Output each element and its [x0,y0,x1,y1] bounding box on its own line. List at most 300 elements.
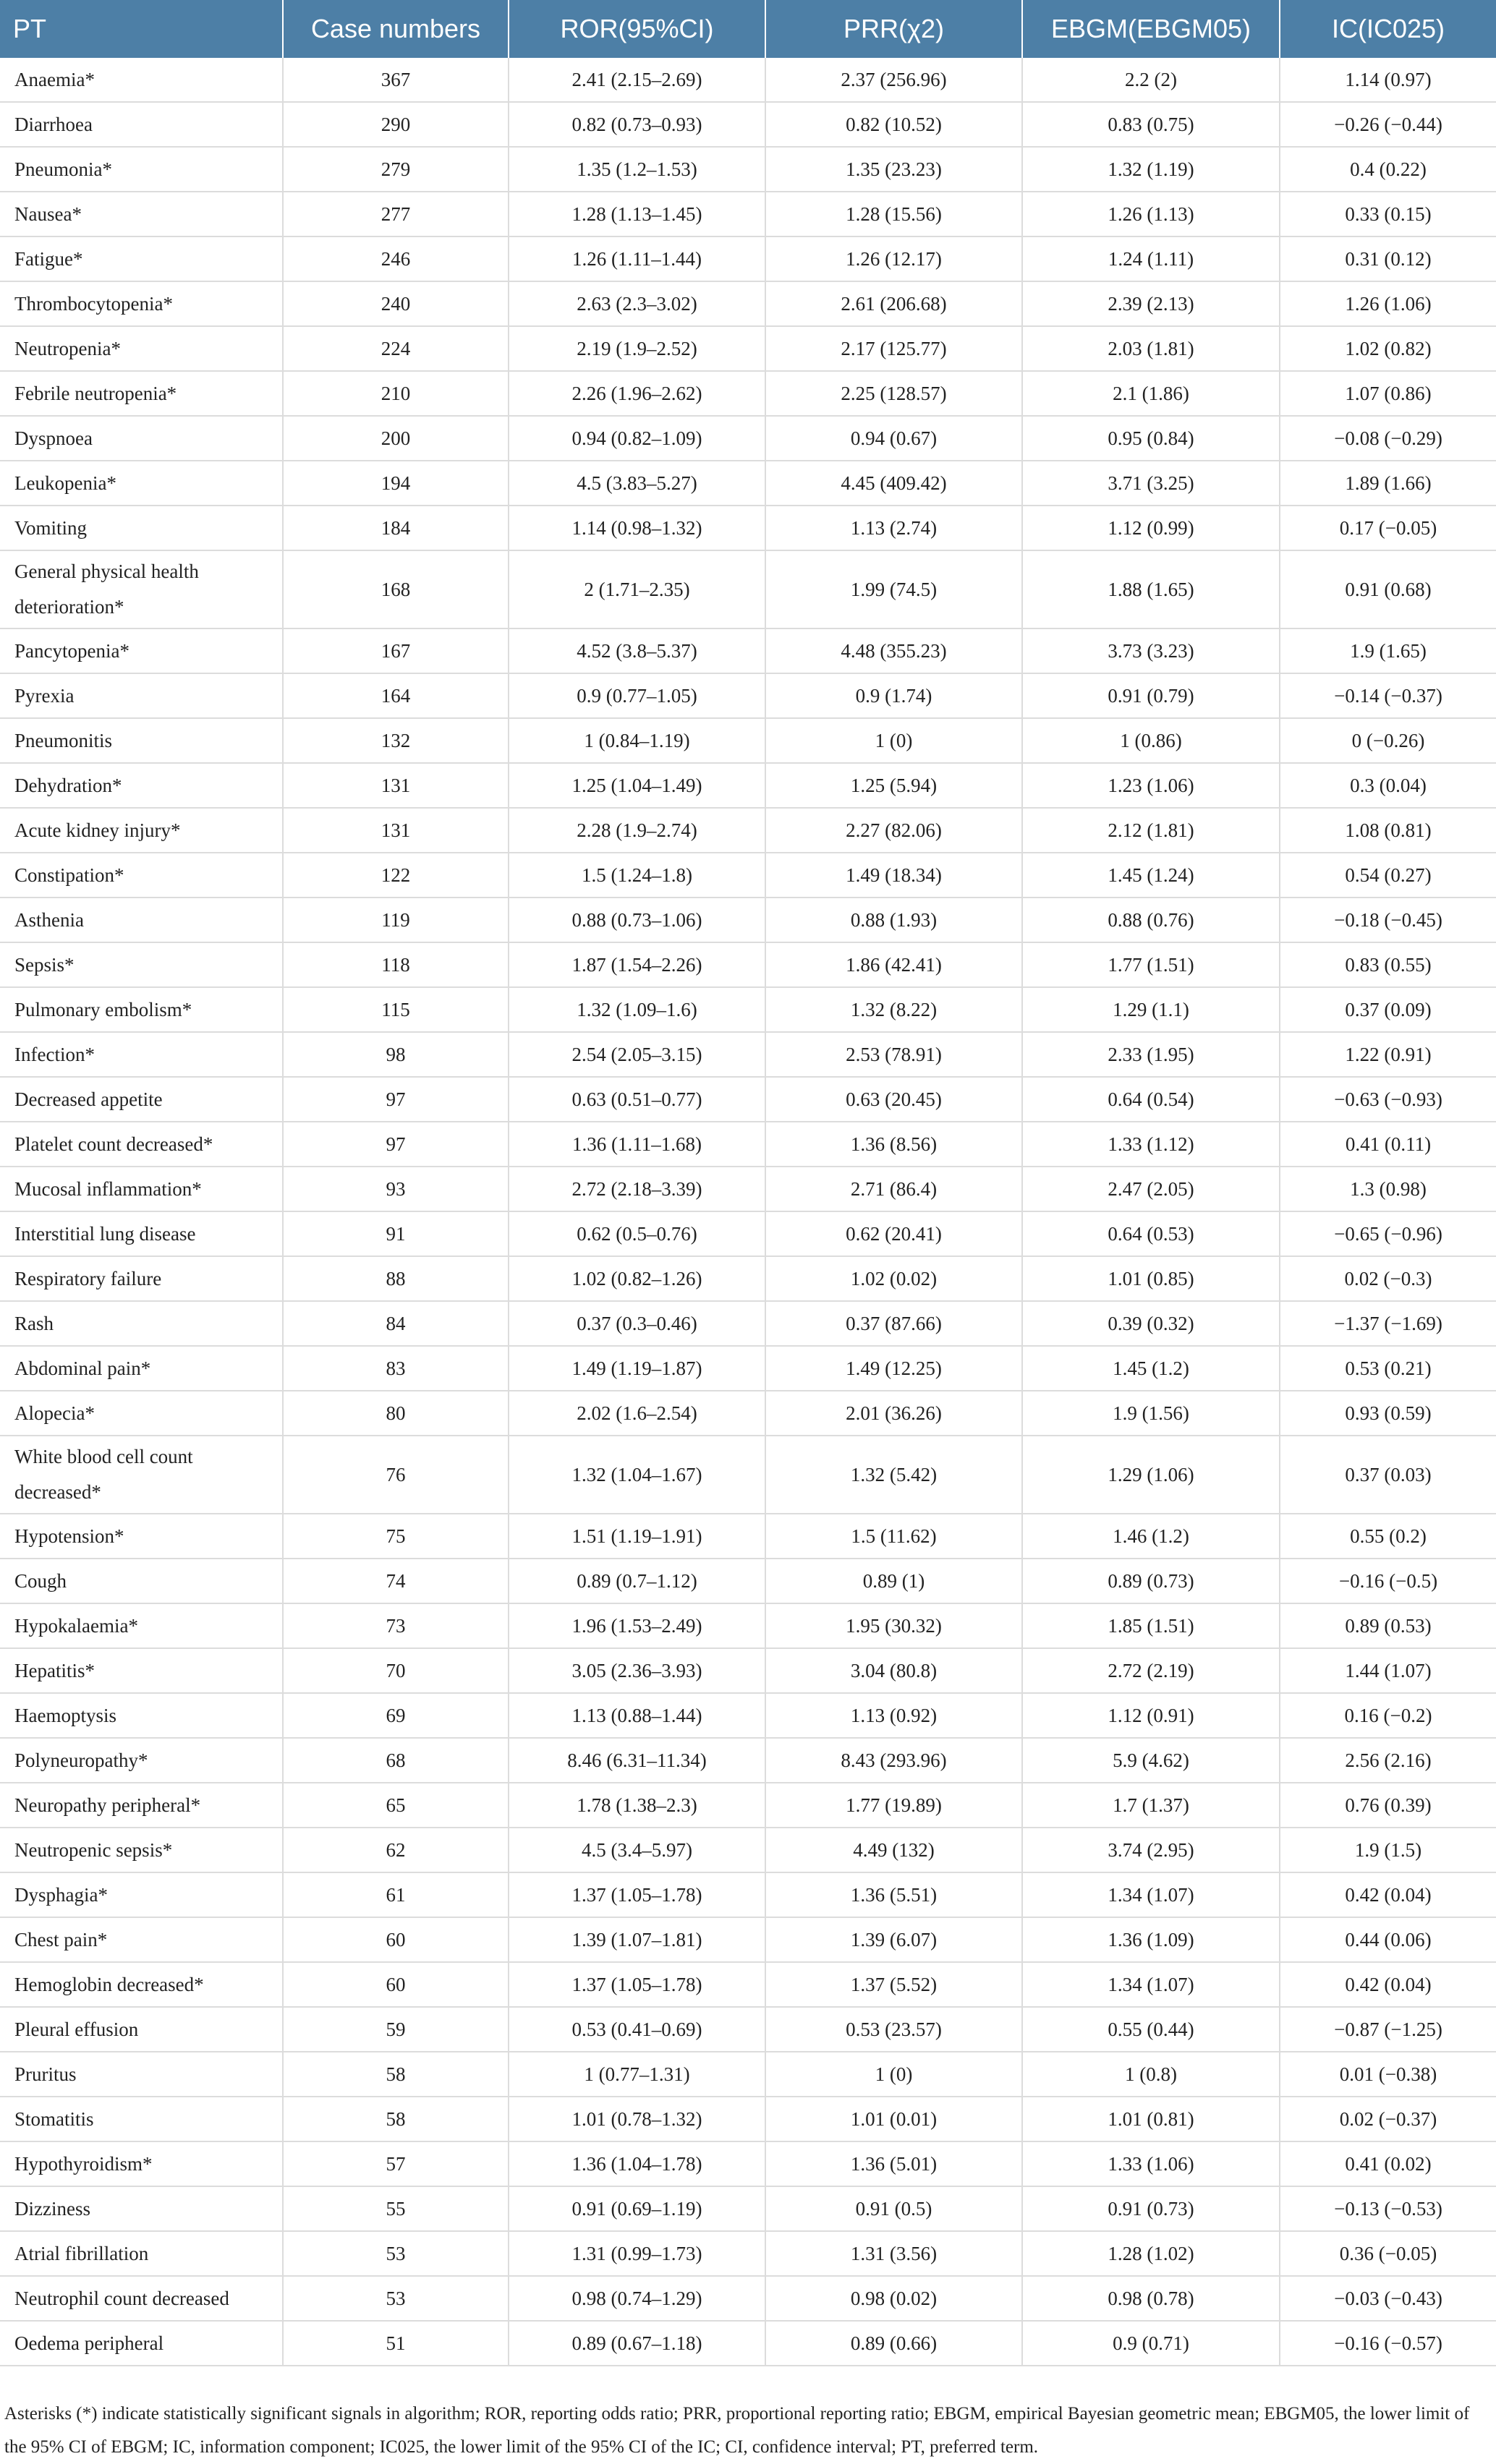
case-numbers-cell: 97 [283,1122,509,1167]
table-row [0,102,1496,147]
ror-cell: 1.01 (0.78–1.32) [509,2097,765,2141]
ic-cell: −0.65 (−0.96) [1280,1211,1496,1256]
ic-cell: 0.16 (−0.2) [1280,1693,1496,1738]
ic-cell: 0.93 (0.59) [1280,1391,1496,1436]
pt-cell: Dysphagia* [0,1872,283,1917]
ebgm-cell: 2.1 (1.86) [1022,371,1280,416]
ebgm-cell: 1.34 (1.07) [1022,1872,1280,1917]
prr-cell: 1.01 (0.01) [765,2097,1022,2141]
ror-cell: 1 (0.77–1.31) [509,2052,765,2097]
table-row [0,1828,1496,1872]
case-numbers-cell: 200 [283,416,509,461]
ic-cell: −0.14 (−0.37) [1280,673,1496,718]
table-row [0,1032,1496,1077]
case-numbers-cell: 76 [283,1436,509,1514]
prr-cell: 1.77 (19.89) [765,1783,1022,1828]
ebgm-cell: 0.95 (0.84) [1022,416,1280,461]
case-numbers-cell: 240 [283,281,509,326]
pt-cell: Pulmonary embolism* [0,987,283,1032]
table-row [0,2052,1496,2097]
case-numbers-cell: 246 [283,236,509,281]
table-row [0,1301,1496,1346]
ebgm-cell: 1.12 (0.99) [1022,506,1280,550]
ic-cell: 1.3 (0.98) [1280,1167,1496,1211]
ic-cell: −0.87 (−1.25) [1280,2007,1496,2052]
table-footnote: Asterisks (*) indicate statistically significant signals in algorithm; ROR, reporting odds ratio; PRR, proportional reporting ratio; EBGM, empirical Bayesian geometric mean; EBGM05, the lower limit of the 95% CI of EBGM; IC, information component; IC025, the lower limit of the 95% CI of the IC; CI, confidence interval; PT, preferred term. [4,2404,1470,2457]
ror-cell: 0.9 (0.77–1.05) [509,673,765,718]
table-row [0,1962,1496,2007]
prr-cell: 1.39 (6.07) [765,1917,1022,1962]
ror-cell: 2.41 (2.15–2.69) [509,58,765,102]
prr-cell: 0.9 (1.74) [765,673,1022,718]
ic-cell: 1.9 (1.5) [1280,1828,1496,1872]
ic-cell: 1.44 (1.07) [1280,1648,1496,1693]
table-row [0,1917,1496,1962]
ror-cell: 8.46 (6.31–11.34) [509,1738,765,1783]
ebgm-cell: 1.26 (1.13) [1022,192,1280,236]
prr-cell: 0.89 (1) [765,1559,1022,1603]
ic-cell: 0.76 (0.39) [1280,1783,1496,1828]
ebgm-cell: 1.46 (1.2) [1022,1514,1280,1559]
pt-cell: Stomatitis [0,2097,283,2141]
table-row [0,1738,1496,1783]
ror-cell: 1.36 (1.11–1.68) [509,1122,765,1167]
pt-cell: Neutrophil count decreased [0,2276,283,2321]
ic-cell: −0.26 (−0.44) [1280,102,1496,147]
ebgm-cell: 1 (0.86) [1022,718,1280,763]
pt-cell: Alopecia* [0,1391,283,1436]
ebgm-cell: 1.32 (1.19) [1022,147,1280,192]
ror-cell: 0.89 (0.7–1.12) [509,1559,765,1603]
pt-cell: Fatigue* [0,236,283,281]
case-numbers-cell: 59 [283,2007,509,2052]
column-header-case-numbers: Case numbers [283,0,509,58]
case-numbers-cell: 53 [283,2231,509,2276]
ror-cell: 0.53 (0.41–0.69) [509,2007,765,2052]
case-numbers-cell: 68 [283,1738,509,1783]
pt-cell: Abdominal pain* [0,1346,283,1391]
prr-cell: 1.25 (5.94) [765,763,1022,808]
ic-cell: 0 (−0.26) [1280,718,1496,763]
ebgm-cell: 0.89 (0.73) [1022,1559,1280,1603]
case-numbers-cell: 184 [283,506,509,550]
pt-cell: Thrombocytopenia* [0,281,283,326]
ebgm-cell: 1.33 (1.12) [1022,1122,1280,1167]
prr-cell: 8.43 (293.96) [765,1738,1022,1783]
table-row [0,2231,1496,2276]
case-numbers-cell: 75 [283,1514,509,1559]
pt-cell: Neutropenic sepsis* [0,1828,283,1872]
ic-cell: −1.37 (−1.69) [1280,1301,1496,1346]
case-numbers-cell: 131 [283,763,509,808]
pt-cell: Dehydration* [0,763,283,808]
pt-cell: Pancytopenia* [0,628,283,673]
ic-cell: 1.26 (1.06) [1280,281,1496,326]
ror-cell: 4.5 (3.83–5.27) [509,461,765,506]
ror-cell: 0.98 (0.74–1.29) [509,2276,765,2321]
prr-cell: 2.71 (86.4) [765,1167,1022,1211]
table-row [0,1256,1496,1301]
table-row [0,1559,1496,1603]
table-row [0,1514,1496,1559]
table-row [0,1603,1496,1648]
table-header [0,0,1496,58]
case-numbers-cell: 84 [283,1301,509,1346]
table-row [0,763,1496,808]
ic-cell: 0.01 (−0.38) [1280,2052,1496,2097]
ebgm-cell: 1.01 (0.81) [1022,2097,1280,2141]
prr-cell: 0.89 (0.66) [765,2321,1022,2366]
ebgm-cell: 3.74 (2.95) [1022,1828,1280,1872]
ic-cell: 0.41 (0.11) [1280,1122,1496,1167]
ic-cell: 1.89 (1.66) [1280,461,1496,506]
prr-cell: 2.25 (128.57) [765,371,1022,416]
pt-cell: Hepatitis* [0,1648,283,1693]
ror-cell: 1.02 (0.82–1.26) [509,1256,765,1301]
ebgm-cell: 3.71 (3.25) [1022,461,1280,506]
ror-cell: 0.91 (0.69–1.19) [509,2186,765,2231]
pt-cell: Diarrhoea [0,102,283,147]
ic-cell: 1.02 (0.82) [1280,326,1496,371]
ebgm-cell: 1.23 (1.06) [1022,763,1280,808]
ebgm-cell: 2.39 (2.13) [1022,281,1280,326]
ebgm-cell: 1.01 (0.85) [1022,1256,1280,1301]
column-header-ror: ROR(95%CI) [509,0,765,58]
ebgm-cell: 1.36 (1.09) [1022,1917,1280,1962]
pt-cell: Pyrexia [0,673,283,718]
prr-cell: 4.45 (409.42) [765,461,1022,506]
pt-cell: Nausea* [0,192,283,236]
pt-cell: Haemoptysis [0,1693,283,1738]
ic-cell: 0.44 (0.06) [1280,1917,1496,1962]
case-numbers-cell: 164 [283,673,509,718]
ic-cell: 0.55 (0.2) [1280,1514,1496,1559]
ic-cell: 0.53 (0.21) [1280,1346,1496,1391]
ror-cell: 2.26 (1.96–2.62) [509,371,765,416]
pt-cell: Constipation* [0,853,283,898]
case-numbers-cell: 58 [283,2097,509,2141]
ebgm-cell: 0.64 (0.54) [1022,1077,1280,1122]
case-numbers-cell: 118 [283,942,509,987]
ebgm-cell: 1.9 (1.56) [1022,1391,1280,1436]
prr-cell: 2.53 (78.91) [765,1032,1022,1077]
case-numbers-cell: 53 [283,2276,509,2321]
ic-cell: 0.36 (−0.05) [1280,2231,1496,2276]
pt-cell: Mucosal inflammation* [0,1167,283,1211]
prr-cell: 2.61 (206.68) [765,281,1022,326]
case-numbers-cell: 115 [283,987,509,1032]
table-row [0,2321,1496,2366]
case-numbers-cell: 367 [283,58,509,102]
ebgm-cell: 1.7 (1.37) [1022,1783,1280,1828]
ic-cell: 1.22 (0.91) [1280,1032,1496,1077]
table-row [0,808,1496,853]
prr-cell: 1.28 (15.56) [765,192,1022,236]
ebgm-cell: 0.91 (0.79) [1022,673,1280,718]
pt-cell: Hypokalaemia* [0,1603,283,1648]
case-numbers-cell: 88 [283,1256,509,1301]
case-numbers-cell: 279 [283,147,509,192]
ic-cell: 1.07 (0.86) [1280,371,1496,416]
ror-cell: 1.87 (1.54–2.26) [509,942,765,987]
ror-cell: 1.26 (1.11–1.44) [509,236,765,281]
ror-cell: 0.63 (0.51–0.77) [509,1077,765,1122]
ebgm-cell: 2.2 (2) [1022,58,1280,102]
ror-cell: 1.31 (0.99–1.73) [509,2231,765,2276]
prr-cell: 0.53 (23.57) [765,2007,1022,2052]
case-numbers-cell: 61 [283,1872,509,1917]
ic-cell: −0.16 (−0.5) [1280,1559,1496,1603]
prr-cell: 2.17 (125.77) [765,326,1022,371]
table-row [0,326,1496,371]
prr-cell: 0.88 (1.93) [765,898,1022,942]
pt-cell: Hypotension* [0,1514,283,1559]
table-row [0,2097,1496,2141]
ebgm-cell: 1.33 (1.06) [1022,2141,1280,2186]
prr-cell: 4.48 (355.23) [765,628,1022,673]
table-row [0,416,1496,461]
pt-cell: Vomiting [0,506,283,550]
table-row [0,461,1496,506]
case-numbers-cell: 73 [283,1603,509,1648]
ror-cell: 0.89 (0.67–1.18) [509,2321,765,2366]
ror-cell: 2.63 (2.3–3.02) [509,281,765,326]
table-row [0,673,1496,718]
table-row [0,1122,1496,1167]
ebgm-cell: 1.12 (0.91) [1022,1693,1280,1738]
ebgm-cell: 0.98 (0.78) [1022,2276,1280,2321]
case-numbers-cell: 277 [283,192,509,236]
case-numbers-cell: 93 [283,1167,509,1211]
ror-cell: 1.37 (1.05–1.78) [509,1872,765,1917]
column-header-ebgm: EBGM(EBGM05) [1022,0,1280,58]
column-header-ic: IC(IC025) [1280,0,1496,58]
pt-cell: Asthenia [0,898,283,942]
case-numbers-cell: 131 [283,808,509,853]
ebgm-cell: 0.64 (0.53) [1022,1211,1280,1256]
pt-cell: White blood cell count decreased* [0,1436,283,1514]
ic-cell: 0.41 (0.02) [1280,2141,1496,2186]
case-numbers-cell: 98 [283,1032,509,1077]
ror-cell: 0.62 (0.5–0.76) [509,1211,765,1256]
ror-cell: 3.05 (2.36–3.93) [509,1648,765,1693]
prr-cell: 1.86 (42.41) [765,942,1022,987]
ebgm-cell: 0.39 (0.32) [1022,1301,1280,1346]
ror-cell: 1.14 (0.98–1.32) [509,506,765,550]
ic-cell: 1.9 (1.65) [1280,628,1496,673]
pt-cell: Dyspnoea [0,416,283,461]
table-row [0,236,1496,281]
ebgm-cell: 2.12 (1.81) [1022,808,1280,853]
pt-cell: Neutropenia* [0,326,283,371]
table-row [0,58,1496,102]
pt-cell: Neuropathy peripheral* [0,1783,283,1828]
pt-cell: Leukopenia* [0,461,283,506]
ebgm-cell: 0.9 (0.71) [1022,2321,1280,2366]
prr-cell: 1.35 (23.23) [765,147,1022,192]
pt-cell: Respiratory failure [0,1256,283,1301]
prr-cell: 1.49 (18.34) [765,853,1022,898]
prr-cell: 1.26 (12.17) [765,236,1022,281]
ror-cell: 1 (0.84–1.19) [509,718,765,763]
pt-cell: Polyneuropathy* [0,1738,283,1783]
ic-cell: 0.31 (0.12) [1280,236,1496,281]
pt-cell: Oedema peripheral [0,2321,283,2366]
ror-cell: 1.13 (0.88–1.44) [509,1693,765,1738]
prr-cell: 0.82 (10.52) [765,102,1022,147]
ror-cell: 0.37 (0.3–0.46) [509,1301,765,1346]
prr-cell: 1.99 (74.5) [765,550,1022,628]
ebgm-cell: 1.34 (1.07) [1022,1962,1280,2007]
table-row [0,371,1496,416]
prr-cell: 4.49 (132) [765,1828,1022,1872]
case-numbers-cell: 83 [283,1346,509,1391]
pt-cell: Interstitial lung disease [0,1211,283,1256]
ror-cell: 2 (1.71–2.35) [509,550,765,628]
prr-cell: 0.91 (0.5) [765,2186,1022,2231]
ror-cell: 0.88 (0.73–1.06) [509,898,765,942]
case-numbers-cell: 57 [283,2141,509,2186]
ic-cell: −0.08 (−0.29) [1280,416,1496,461]
table-row [0,1391,1496,1436]
ror-cell: 4.5 (3.4–5.97) [509,1828,765,1872]
pt-cell: Acute kidney injury* [0,808,283,853]
table-row [0,506,1496,550]
ebgm-cell: 2.03 (1.81) [1022,326,1280,371]
case-numbers-cell: 210 [283,371,509,416]
prr-cell: 1.13 (2.74) [765,506,1022,550]
ic-cell: 0.17 (−0.05) [1280,506,1496,550]
table-row [0,628,1496,673]
case-numbers-cell: 132 [283,718,509,763]
ebgm-cell: 1.77 (1.51) [1022,942,1280,987]
table-row [0,1693,1496,1738]
ic-cell: 0.02 (−0.3) [1280,1256,1496,1301]
pt-cell: Hypothyroidism* [0,2141,283,2186]
pt-cell: Hemoglobin decreased* [0,1962,283,2007]
prr-cell: 0.94 (0.67) [765,416,1022,461]
ic-cell: 0.42 (0.04) [1280,1872,1496,1917]
prr-cell: 1.49 (12.25) [765,1346,1022,1391]
ror-cell: 0.82 (0.73–0.93) [509,102,765,147]
ror-cell: 1.35 (1.2–1.53) [509,147,765,192]
prr-cell: 1.37 (5.52) [765,1962,1022,2007]
pt-cell: Dizziness [0,2186,283,2231]
table-row [0,2276,1496,2321]
table-row [0,147,1496,192]
ror-cell: 1.96 (1.53–2.49) [509,1603,765,1648]
header-row [0,0,1496,58]
prr-cell: 0.98 (0.02) [765,2276,1022,2321]
case-numbers-cell: 60 [283,1962,509,2007]
prr-cell: 0.62 (20.41) [765,1211,1022,1256]
table-row [0,942,1496,987]
ebgm-cell: 1.28 (1.02) [1022,2231,1280,2276]
case-numbers-cell: 119 [283,898,509,942]
table-row [0,1211,1496,1256]
pt-cell: Pruritus [0,2052,283,2097]
ic-cell: −0.13 (−0.53) [1280,2186,1496,2231]
ic-cell: 0.4 (0.22) [1280,147,1496,192]
table-row [0,2186,1496,2231]
table-row [0,1077,1496,1122]
pt-cell: Decreased appetite [0,1077,283,1122]
table-row [0,1648,1496,1693]
prr-cell: 1.32 (5.42) [765,1436,1022,1514]
ror-cell: 1.25 (1.04–1.49) [509,763,765,808]
prr-cell: 1.02 (0.02) [765,1256,1022,1301]
ic-cell: 0.91 (0.68) [1280,550,1496,628]
table-row [0,1872,1496,1917]
case-numbers-cell: 194 [283,461,509,506]
pt-cell: Sepsis* [0,942,283,987]
ebgm-cell: 2.33 (1.95) [1022,1032,1280,1077]
ror-cell: 2.19 (1.9–2.52) [509,326,765,371]
case-numbers-cell: 55 [283,2186,509,2231]
case-numbers-cell: 97 [283,1077,509,1122]
ebgm-cell: 1.29 (1.06) [1022,1436,1280,1514]
ebgm-cell: 1 (0.8) [1022,2052,1280,2097]
case-numbers-cell: 69 [283,1693,509,1738]
table-row [0,1783,1496,1828]
table-body [0,58,1496,2366]
table-row [0,853,1496,898]
ror-cell: 2.28 (1.9–2.74) [509,808,765,853]
ebgm-cell: 1.88 (1.65) [1022,550,1280,628]
ic-cell: 0.37 (0.03) [1280,1436,1496,1514]
table-row [0,192,1496,236]
ebgm-cell: 2.47 (2.05) [1022,1167,1280,1211]
ror-cell: 1.78 (1.38–2.3) [509,1783,765,1828]
pt-cell: Pleural effusion [0,2007,283,2052]
column-header-prr: PRR(χ2) [765,0,1022,58]
case-numbers-cell: 74 [283,1559,509,1603]
prr-cell: 2.27 (82.06) [765,808,1022,853]
ror-cell: 4.52 (3.8–5.37) [509,628,765,673]
case-numbers-cell: 70 [283,1648,509,1693]
ic-cell: 0.54 (0.27) [1280,853,1496,898]
prr-cell: 2.01 (36.26) [765,1391,1022,1436]
ic-cell: 2.56 (2.16) [1280,1738,1496,1783]
prr-cell: 1.5 (11.62) [765,1514,1022,1559]
ic-cell: 0.83 (0.55) [1280,942,1496,987]
ic-cell: −0.03 (−0.43) [1280,2276,1496,2321]
ic-cell: −0.18 (−0.45) [1280,898,1496,942]
ror-cell: 0.94 (0.82–1.09) [509,416,765,461]
pt-cell: Chest pain* [0,1917,283,1962]
pt-cell: Platelet count decreased* [0,1122,283,1167]
ic-cell: −0.16 (−0.57) [1280,2321,1496,2366]
pt-cell: Infection* [0,1032,283,1077]
ebgm-cell: 1.45 (1.2) [1022,1346,1280,1391]
table-row [0,987,1496,1032]
ebgm-cell: 0.55 (0.44) [1022,2007,1280,2052]
ic-cell: 0.89 (0.53) [1280,1603,1496,1648]
ic-cell: 0.37 (0.09) [1280,987,1496,1032]
prr-cell: 3.04 (80.8) [765,1648,1022,1693]
ebgm-cell: 5.9 (4.62) [1022,1738,1280,1783]
ror-cell: 2.72 (2.18–3.39) [509,1167,765,1211]
ic-cell: 0.42 (0.04) [1280,1962,1496,2007]
ror-cell: 2.54 (2.05–3.15) [509,1032,765,1077]
ebgm-cell: 1.85 (1.51) [1022,1603,1280,1648]
ic-cell: 0.3 (0.04) [1280,763,1496,808]
prr-cell: 1 (0) [765,718,1022,763]
ror-cell: 1.51 (1.19–1.91) [509,1514,765,1559]
ebgm-cell: 1.29 (1.1) [1022,987,1280,1032]
prr-cell: 1.31 (3.56) [765,2231,1022,2276]
table-row [0,281,1496,326]
